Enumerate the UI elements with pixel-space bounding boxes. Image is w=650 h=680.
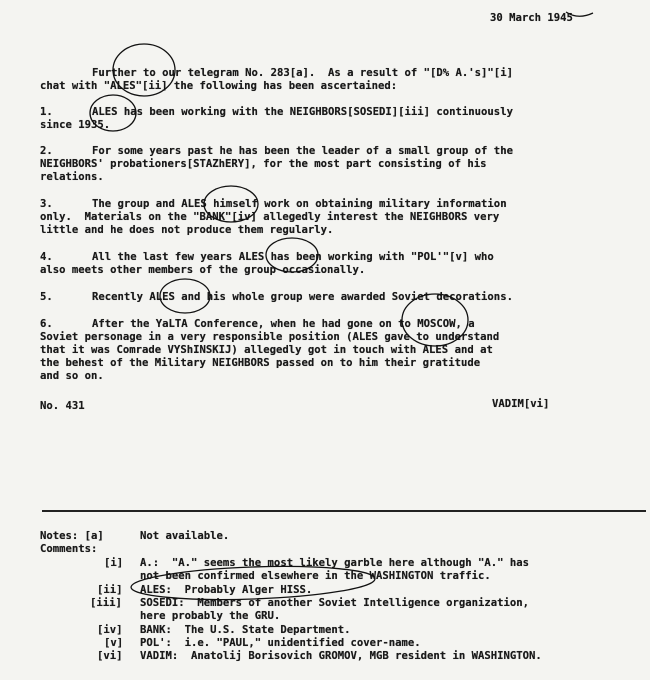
paragraph-1-line-2: since 1935. [40,119,111,131]
comment-ii-line-1: ALES: Probably Alger HISS. [140,584,313,596]
paragraph-2-line-3: relations. [40,171,104,183]
comment-i-line-1: A.: "A." seems the most likely garble here although "A." has [140,557,530,569]
paragraph-5-number: 5. [40,291,53,303]
notes-divider [42,510,646,512]
comment-key-vi: [vi] [97,650,123,662]
paragraph-3-number: 3. [40,198,53,210]
paragraph-6-line-2: Soviet personage in a very responsible position (ALES gave to understand [40,331,500,343]
paragraph-4-line-2: also meets other members of the group occasionally. [40,264,366,276]
comment-iii-line-1: SOSEDI: Members of another Soviet Intelligence organization, [140,597,530,609]
paragraph-2-number: 2. [40,145,53,157]
comment-key-iii: [iii] [90,597,122,609]
paragraph-1-number: 1. [40,106,53,118]
paragraph-6-number: 6. [40,318,53,330]
date-line: 30 March 1945 [490,12,573,24]
paragraph-6-line-4: the behest of the Military NEIGHBORS passed on to him their gratitude [40,357,481,369]
comment-key-ii: [ii] [97,584,123,596]
comment-iii-line-2: here probably the GRU. [140,610,281,622]
comment-key-iv: [iv] [97,624,123,636]
paragraph-4-number: 4. [40,251,53,263]
telegram-number: No. 431 [40,400,85,412]
notes-text: Not available. [140,530,230,542]
signature: VADIM[vi] [492,398,550,410]
paragraph-6-line-1: After the YaLTA Conference, when he had gone on to MOSCOW, a [92,318,475,330]
comment-key-v: [v] [104,637,124,649]
comments-label: Comments: [40,543,98,555]
intro-line-2: chat with "ALES"[ii] the following has been ascertained: [40,80,398,92]
paragraph-6-line-3: that it was Comrade VYShINSKIJ) allegedly got in touch with ALES and at [40,344,493,356]
paragraph-3-line-3: little and he does not produce them regularly. [40,224,334,236]
comment-i-line-2: not been confirmed elsewhere in the WASHINGTON traffic. [140,570,491,582]
comment-key-i: [i] [104,557,124,569]
paragraph-4-line-1: All the last few years ALES has been working with "POL'"[v] who [92,251,494,263]
comment-v-line-1: POL': i.e. "PAUL," unidentified cover-name. [140,637,421,649]
comment-iv-line-1: BANK: The U.S. State Department. [140,624,351,636]
paragraph-2-line-1: For some years past he has been the leader of a small group of the [92,145,513,157]
paragraph-3-line-2: only. Materials on the "BANK"[iv] allegedly interest the NEIGHBORS very [40,211,500,223]
paragraph-2-line-2: NEIGHBORS' probationers[STAZhERY], for the most part consisting of his [40,158,487,170]
paragraph-6-line-5: and so on. [40,370,104,382]
paragraph-3-line-1: The group and ALES himself work on obtaining military information [92,198,507,210]
comment-vi-line-1: VADIM: Anatolij Borisovich GROMOV, MGB resident in WASHINGTON. [140,650,542,662]
paragraph-1-line-1: ALES has been working with the NEIGHBORS[SOSEDI][iii] continuously [92,106,513,118]
paragraph-5-line-1: Recently ALES and his whole group were awarded Soviet decorations. [92,291,513,303]
notes-label: Notes: [a] [40,530,104,542]
intro-line-1: Further to our telegram No. 283[a]. As a result of "[D% A.'s]"[i] [92,67,513,79]
